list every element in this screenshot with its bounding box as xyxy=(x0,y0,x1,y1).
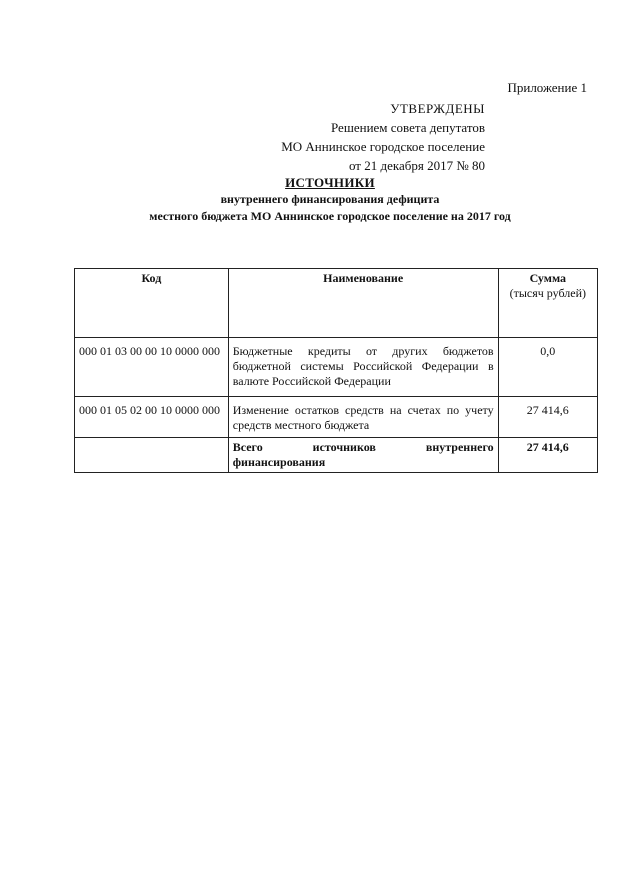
approved-label: УТВЕРЖДЕНЫ xyxy=(390,101,485,116)
approval-municipality: МО Аннинское городское поселение xyxy=(281,139,485,154)
row-code: 000 01 03 00 00 10 0000 000 xyxy=(75,338,229,397)
header-code: Код xyxy=(75,269,229,338)
row-sum: 27 414,6 xyxy=(498,397,597,438)
sources-table xyxy=(74,268,598,473)
total-sum: 27 414,6 xyxy=(498,438,597,473)
header-sum-label: Сумма xyxy=(529,271,567,285)
approval-stamp xyxy=(281,78,587,175)
title-line-2: внутреннего финансирования дефицита xyxy=(220,192,440,206)
table-total-row xyxy=(75,438,598,473)
approval-date: от 21 декабря 2017 № 80 xyxy=(348,158,485,173)
header-sum-unit: (тысяч рублей) xyxy=(509,286,586,300)
row-name: Бюджетные кредиты от других бюджетов бюджетной системы Российской Федерации в валюте Российской Федерации xyxy=(228,338,498,397)
header-sum xyxy=(498,269,597,338)
total-code-empty xyxy=(75,438,229,473)
table-header-row xyxy=(75,269,598,338)
row-name: Изменение остатков средств на счетах по учету средств местного бюджета xyxy=(228,397,498,438)
row-sum: 0,0 xyxy=(498,338,597,397)
title-line-3: местного бюджета МО Аннинское городское поселение на 2017 год xyxy=(149,209,511,223)
table-row xyxy=(75,338,598,397)
title-main: ИСТОЧНИКИ xyxy=(285,175,375,190)
appendix-label: Приложение 1 xyxy=(507,80,587,95)
row-code: 000 01 05 02 00 10 0000 000 xyxy=(75,397,229,438)
header-name: Наименование xyxy=(228,269,498,338)
approval-decision: Решением совета депутатов xyxy=(331,120,485,135)
total-label: Всего источников внутреннего финансирования xyxy=(228,438,498,473)
table-row xyxy=(75,397,598,438)
document-title xyxy=(60,174,600,225)
